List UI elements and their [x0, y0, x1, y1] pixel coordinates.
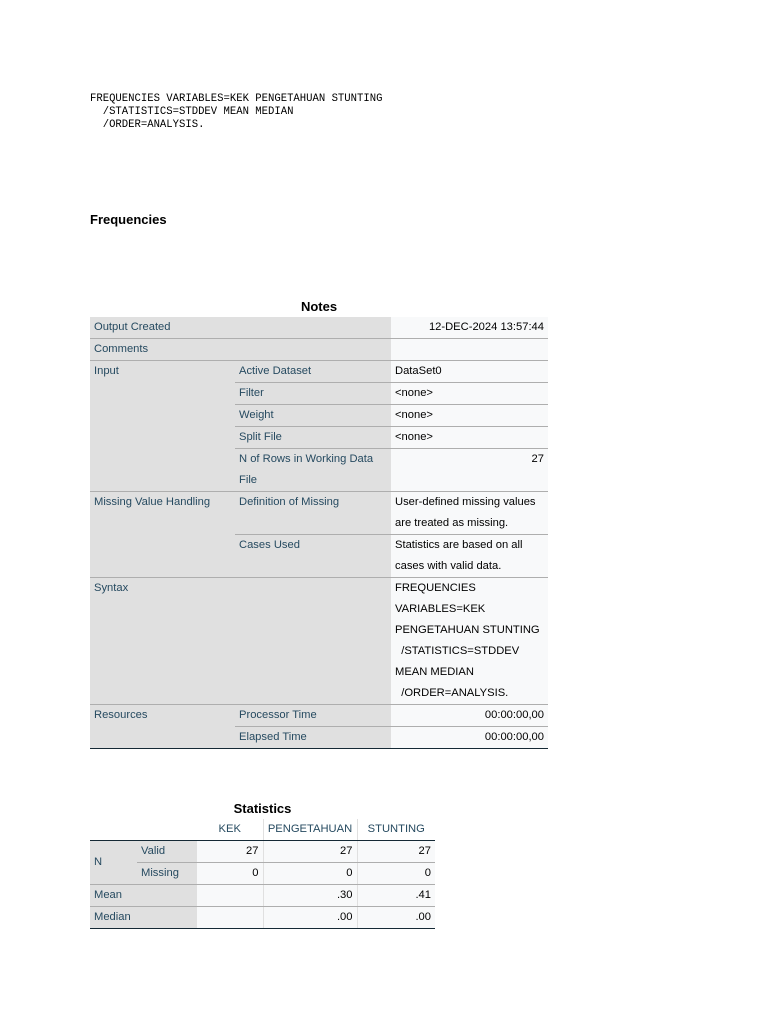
- syntax-label: Syntax: [90, 578, 391, 705]
- processor-time-label: Processor Time: [235, 705, 391, 727]
- output-created-label: Output Created: [90, 317, 391, 339]
- notes-row-output-created: [90, 317, 548, 339]
- split-file-value: <none>: [391, 427, 548, 449]
- input-label: Input: [90, 361, 235, 492]
- weight-value: <none>: [391, 405, 548, 427]
- resources-label: Resources: [90, 705, 235, 749]
- notes-row-processor-time: [90, 705, 548, 727]
- median-label: Median: [90, 907, 197, 929]
- notes-row-syntax: [90, 578, 548, 705]
- filter-value: <none>: [391, 383, 548, 405]
- cases-used-label: Cases Used: [235, 535, 391, 578]
- notes-title: Notes: [300, 299, 338, 314]
- filter-label: Filter: [235, 383, 391, 405]
- missing-stunting: 0: [357, 863, 435, 885]
- elapsed-time-label: Elapsed Time: [235, 727, 391, 749]
- cases-used-value: Statistics are based on all cases with valid data.: [391, 535, 548, 578]
- mean-stunting: .41: [357, 885, 435, 907]
- section-heading: Frequencies: [90, 212, 167, 227]
- statistics-corner: [90, 819, 197, 841]
- col-header-stunting: STUNTING: [357, 819, 435, 841]
- split-file-label: Split File: [235, 427, 391, 449]
- mean-kek: [197, 885, 263, 907]
- statistics-row-missing: [90, 863, 435, 885]
- n-rows-label: N of Rows in Working Data File: [235, 449, 391, 492]
- comments-value: [391, 339, 548, 361]
- statistics-row-median: [90, 907, 435, 929]
- n-rows-value: 27: [391, 449, 548, 492]
- syntax-value: FREQUENCIES VARIABLES=KEK PENGETAHUAN STUNTING /STATISTICS=STDDEV MEAN MEDIAN /ORDER=ANALYSIS.: [391, 578, 548, 705]
- mean-pengetahuan: .30: [263, 885, 357, 907]
- missing-kek: 0: [197, 863, 263, 885]
- statistics-header-row: [90, 819, 435, 841]
- median-pengetahuan: .00: [263, 907, 357, 929]
- notes-row-active-dataset: [90, 361, 548, 383]
- mean-label: Mean: [90, 885, 197, 907]
- n-label: N: [90, 841, 137, 885]
- statistics-table: [90, 819, 435, 929]
- syntax-block: FREQUENCIES VARIABLES=KEK PENGETAHUAN STUNTING /STATISTICS=STDDEV MEAN MEDIAN /ORDER=ANALYSIS.: [90, 93, 383, 131]
- median-stunting: .00: [357, 907, 435, 929]
- statistics-row-mean: [90, 885, 435, 907]
- valid-stunting: 27: [357, 841, 435, 863]
- valid-label: Valid: [137, 841, 197, 863]
- notes-row-definition-missing: [90, 492, 548, 535]
- definition-missing-label: Definition of Missing: [235, 492, 391, 535]
- processor-time-value: 00:00:00,00: [391, 705, 548, 727]
- col-header-kek: KEK: [197, 819, 263, 841]
- valid-pengetahuan: 27: [263, 841, 357, 863]
- notes-table: [90, 317, 548, 749]
- missing-label: Missing: [137, 863, 197, 885]
- missing-pengetahuan: 0: [263, 863, 357, 885]
- weight-label: Weight: [235, 405, 391, 427]
- valid-kek: 27: [197, 841, 263, 863]
- missing-value-handling-label: Missing Value Handling: [90, 492, 235, 578]
- definition-missing-value: User-defined missing values are treated as missing.: [391, 492, 548, 535]
- elapsed-time-value: 00:00:00,00: [391, 727, 548, 749]
- col-header-pengetahuan: PENGETAHUAN: [263, 819, 357, 841]
- statistics-title: Statistics: [233, 801, 292, 816]
- active-dataset-label: Active Dataset: [235, 361, 391, 383]
- median-kek: [197, 907, 263, 929]
- notes-row-comments: [90, 339, 548, 361]
- active-dataset-value: DataSet0: [391, 361, 548, 383]
- comments-label: Comments: [90, 339, 391, 361]
- output-created-value: 12-DEC-2024 13:57:44: [391, 317, 548, 339]
- statistics-row-valid: [90, 841, 435, 863]
